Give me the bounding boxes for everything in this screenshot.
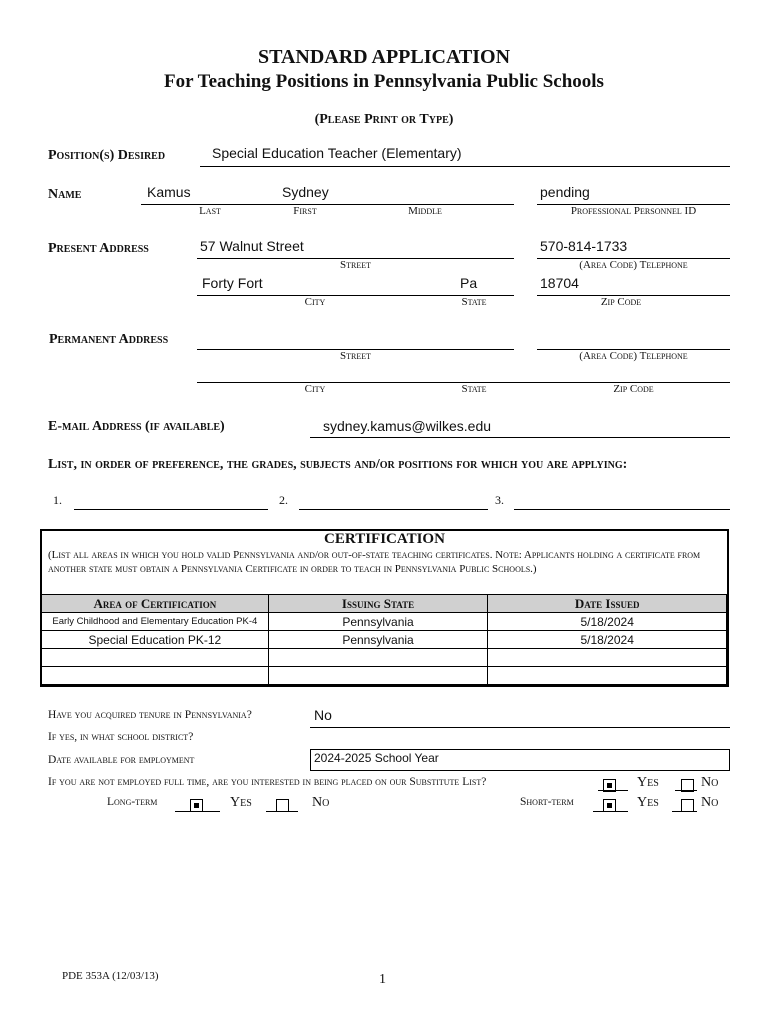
preferences-label: List, in order of preference, the grades, subjects and/or positions for which you are applying: bbox=[48, 457, 628, 472]
table-row bbox=[42, 649, 727, 667]
cert-area-cell[interactable] bbox=[42, 667, 269, 685]
short-term-no-slot bbox=[672, 795, 697, 812]
ppid-caption: Professional Personnel ID bbox=[570, 205, 697, 217]
substitute-no-checkbox[interactable] bbox=[681, 779, 694, 792]
present-state-field[interactable]: Pa bbox=[460, 275, 478, 291]
substitute-question: If you are not employed full time, are you interested in being placed on our Substitute List? bbox=[48, 776, 487, 788]
tenure-line bbox=[310, 727, 730, 728]
form-id: PDE 353A (12/03/13) bbox=[62, 970, 159, 982]
certification-box bbox=[40, 529, 729, 687]
cert-date-cell[interactable] bbox=[488, 667, 727, 685]
first-name-field[interactable]: Sydney bbox=[282, 184, 329, 200]
preference-line-3 bbox=[514, 509, 730, 510]
short-term-yes-label: Yes bbox=[637, 795, 659, 810]
column-header: Date Issued bbox=[488, 595, 727, 613]
table-header-row bbox=[42, 595, 727, 613]
preference-line-1 bbox=[74, 509, 268, 510]
last-name-field[interactable]: Kamus bbox=[147, 184, 191, 200]
sub-yes-slot bbox=[598, 776, 628, 791]
permanent-zip-caption: Zip Code bbox=[613, 383, 654, 395]
permanent-city-caption: City bbox=[304, 383, 326, 395]
certification-note: (List all areas in which you hold valid Pennsylvania and/or out-of-state teaching certificates. Note: Applicants holding a certificate from another state must obtain a Pennsylvania Certificate in order to teach in Pennsylvania Public Schools.) bbox=[48, 549, 701, 575]
last-caption: Last bbox=[199, 205, 221, 217]
substitute-yes-label: Yes bbox=[637, 775, 659, 790]
present-zip-field[interactable]: 18704 bbox=[540, 275, 579, 291]
preference-number: 2. bbox=[279, 493, 288, 507]
email-line bbox=[310, 437, 730, 438]
certification-table bbox=[41, 594, 727, 685]
print-instruction: (Please Print or Type) bbox=[314, 112, 454, 127]
name-label: Name bbox=[48, 187, 82, 202]
permanent-state-caption: State bbox=[461, 383, 487, 395]
short-term-yes-slot bbox=[593, 795, 628, 812]
first-caption: First bbox=[293, 205, 317, 217]
permanent-phone-caption: (Area Code) Telephone bbox=[579, 350, 688, 362]
district-label: If yes, in what school district? bbox=[48, 731, 194, 743]
city-caption: City bbox=[304, 296, 326, 308]
permanent-address-label: Permanent Address bbox=[49, 332, 169, 347]
long-term-yes-checkbox[interactable] bbox=[190, 799, 203, 812]
position-label: Position(s) Desired bbox=[48, 148, 166, 163]
long-term-yes-slot bbox=[175, 795, 220, 812]
table-row bbox=[42, 667, 727, 685]
cert-date-cell[interactable]: 5/18/2024 bbox=[488, 613, 727, 631]
cert-state-cell[interactable]: Pennsylvania bbox=[268, 613, 488, 631]
phone-caption: (Area Code) Telephone bbox=[579, 259, 688, 271]
cert-area-cell[interactable]: Special Education PK-12 bbox=[42, 631, 269, 649]
tenure-label: Have you acquired tenure in Pennsylvania? bbox=[48, 709, 252, 721]
column-header: Area of Certification bbox=[42, 595, 269, 613]
ppid-field[interactable]: pending bbox=[540, 184, 590, 200]
long-term-no-label: No bbox=[312, 795, 330, 810]
preference-line-2 bbox=[299, 509, 488, 510]
sub-no-slot bbox=[675, 776, 697, 791]
long-term-label: Long-term bbox=[107, 796, 158, 808]
cert-area-cell[interactable] bbox=[42, 649, 269, 667]
cert-date-cell[interactable]: 5/18/2024 bbox=[488, 631, 727, 649]
table-row bbox=[42, 613, 727, 631]
certification-title: CERTIFICATION bbox=[324, 531, 445, 547]
column-header: Issuing State bbox=[268, 595, 488, 613]
short-term-no-label: No bbox=[701, 795, 719, 810]
cert-date-cell[interactable] bbox=[488, 649, 727, 667]
availability-field[interactable]: 2024-2025 School Year bbox=[310, 749, 730, 771]
position-line bbox=[200, 166, 730, 167]
permanent-street-caption: Street bbox=[339, 350, 371, 362]
availability-label: Date available for employment bbox=[48, 754, 195, 766]
table-row bbox=[42, 631, 727, 649]
email-label: E-mail Address (if available) bbox=[48, 419, 225, 434]
form-subtitle: For Teaching Positions in Pennsylvania Public Schools bbox=[164, 71, 604, 92]
position-field[interactable]: Special Education Teacher (Elementary) bbox=[212, 145, 462, 161]
cert-state-cell[interactable] bbox=[268, 649, 488, 667]
preference-number: 1. bbox=[53, 493, 62, 507]
present-phone-field[interactable]: 570-814-1733 bbox=[540, 238, 628, 254]
short-term-no-checkbox[interactable] bbox=[681, 799, 694, 812]
long-term-yes-label: Yes bbox=[230, 795, 252, 810]
short-term-label: Short-term bbox=[520, 796, 574, 808]
cert-area-cell[interactable]: Early Childhood and Elementary Education PK-4 bbox=[42, 613, 269, 631]
tenure-field[interactable]: No bbox=[314, 707, 332, 723]
short-term-yes-checkbox[interactable] bbox=[603, 799, 616, 812]
cert-state-cell[interactable] bbox=[268, 667, 488, 685]
state-caption: State bbox=[461, 296, 487, 308]
long-term-no-slot bbox=[266, 795, 298, 812]
cert-state-cell[interactable]: Pennsylvania bbox=[268, 631, 488, 649]
substitute-no-label: No bbox=[701, 775, 719, 790]
present-city-field[interactable]: Forty Fort bbox=[202, 275, 263, 291]
street-caption: Street bbox=[339, 259, 371, 271]
zip-caption: Zip Code bbox=[600, 296, 642, 308]
page-number: 1 bbox=[379, 972, 386, 987]
preference-number: 3. bbox=[495, 493, 504, 507]
substitute-yes-checkbox[interactable] bbox=[603, 779, 616, 792]
email-field[interactable]: sydney.kamus@wilkes.edu bbox=[323, 418, 492, 434]
present-street-field[interactable]: 57 Walnut Street bbox=[200, 238, 304, 254]
middle-caption: Middle bbox=[408, 205, 442, 217]
long-term-no-checkbox[interactable] bbox=[276, 799, 289, 812]
form-title: STANDARD APPLICATION bbox=[257, 46, 511, 68]
present-address-label: Present Address bbox=[48, 241, 149, 256]
